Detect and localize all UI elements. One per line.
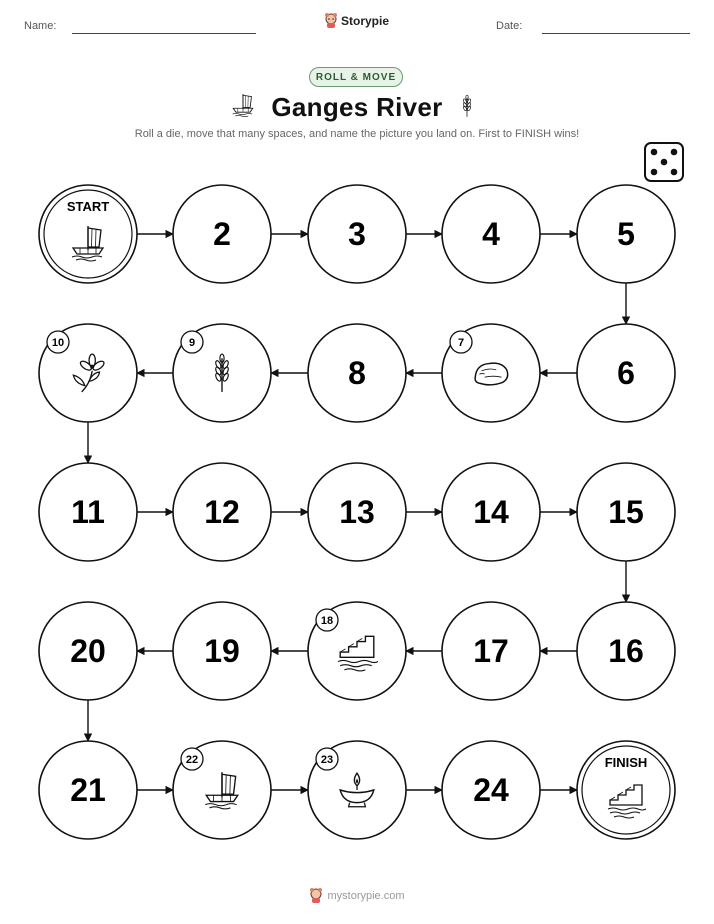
activity-badge: ROLL & MOVE xyxy=(309,67,403,87)
space-number: 11 xyxy=(71,494,105,530)
space-number: 22 xyxy=(185,754,199,766)
space-number: 18 xyxy=(320,615,334,627)
space-number: 14 xyxy=(473,494,509,530)
board-space-1[interactable] xyxy=(39,185,137,283)
space-number: 3 xyxy=(348,216,366,252)
board-space-12[interactable] xyxy=(173,463,271,561)
space-number: 15 xyxy=(608,494,644,530)
space-number: 16 xyxy=(608,633,644,669)
board-space-19[interactable] xyxy=(173,602,271,700)
board-space-7[interactable] xyxy=(442,324,540,422)
board-space-11[interactable] xyxy=(39,463,137,561)
name-label: Name: xyxy=(24,20,57,32)
footer-url[interactable]: mystorypie.com xyxy=(327,890,405,902)
board-space-13[interactable] xyxy=(308,463,406,561)
space-number: 20 xyxy=(70,633,106,669)
space-number: 12 xyxy=(204,494,240,530)
space-number: 13 xyxy=(339,494,375,530)
space-number: 9 xyxy=(188,337,196,349)
date-label: Date: xyxy=(496,20,523,32)
board-space-18[interactable] xyxy=(308,602,406,700)
board-space-20[interactable] xyxy=(39,602,137,700)
start-label: START xyxy=(66,199,110,214)
space-number: 8 xyxy=(348,355,366,391)
space-number: 5 xyxy=(617,216,635,252)
page-title: Ganges River xyxy=(271,92,443,122)
board-space-15[interactable] xyxy=(577,463,675,561)
board-space-16[interactable] xyxy=(577,602,675,700)
space-number: 24 xyxy=(473,772,509,808)
board-space-21[interactable] xyxy=(39,741,137,839)
space-number: 23 xyxy=(320,754,334,766)
instructions: Roll a die, move that many spaces, and name the picture you land on. First to FINISH wins! xyxy=(134,128,580,140)
board-space-6[interactable] xyxy=(577,324,675,422)
board-space-25[interactable] xyxy=(577,741,675,839)
board-space-8[interactable] xyxy=(308,324,406,422)
finish-label: FINISH xyxy=(604,755,648,770)
space-number: 10 xyxy=(51,337,65,349)
brand-name: Storypie xyxy=(341,14,390,28)
space-number: 4 xyxy=(482,216,500,252)
space-number: 21 xyxy=(70,772,106,808)
board-space-23[interactable] xyxy=(308,741,406,839)
space-number: 6 xyxy=(617,355,635,391)
board-space-22[interactable] xyxy=(173,741,271,839)
footer xyxy=(0,888,714,904)
storypie-mascot-icon xyxy=(309,888,323,904)
space-number: 2 xyxy=(213,216,231,252)
board-space-17[interactable] xyxy=(442,602,540,700)
board-space-2[interactable] xyxy=(173,185,271,283)
board-space-3[interactable] xyxy=(308,185,406,283)
board-space-5[interactable] xyxy=(577,185,675,283)
board-space-24[interactable] xyxy=(442,741,540,839)
board-space-14[interactable] xyxy=(442,463,540,561)
board-space-4[interactable] xyxy=(442,185,540,283)
space-number: 7 xyxy=(457,337,465,349)
space-number: 19 xyxy=(204,633,240,669)
space-number: 17 xyxy=(473,633,509,669)
board-space-10[interactable] xyxy=(39,324,137,422)
board-space-9[interactable] xyxy=(173,324,271,422)
